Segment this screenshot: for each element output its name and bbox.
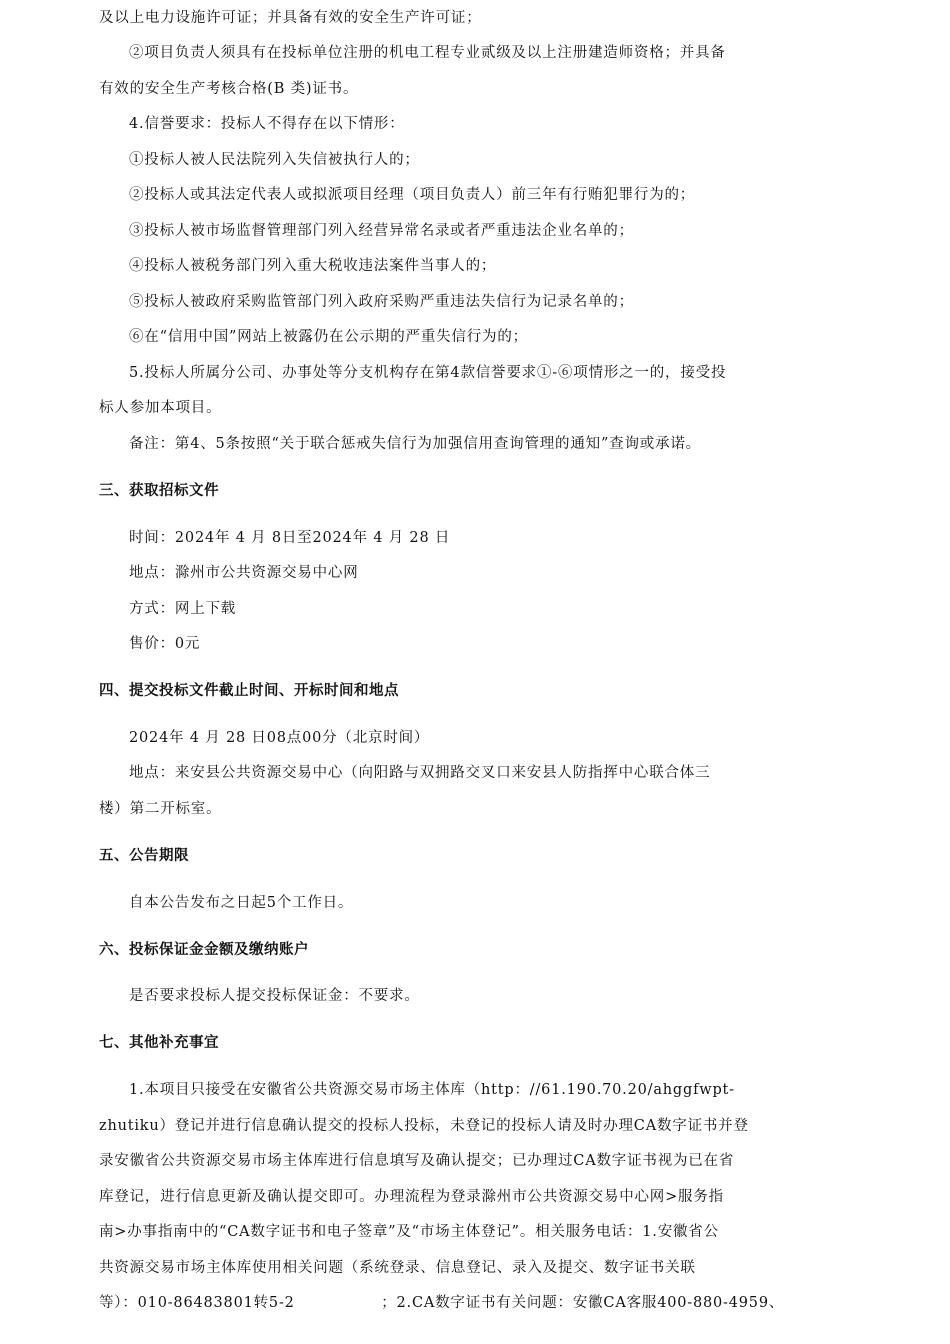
note-line: 备注：第4、5条按照“关于联合惩戒失信行为加强信用查询管理的通知”查询或承诺。 xyxy=(129,436,701,452)
paragraph-line: 有效的安全生产考核合格(B 类)证书。 xyxy=(99,81,359,97)
section-heading-5: 五、公告期限 xyxy=(99,848,189,864)
paragraph-line: ②项目负责人须具有在投标单位注册的机电工程专业贰级及以上注册建造师资格；并具备 xyxy=(129,45,726,61)
paragraph-line: 5.投标人所属分公司、办事处等分支机构存在第4款信誉要求①-⑥项情形之一的，接受投 xyxy=(129,365,727,381)
section5-text: 自本公告发布之日起5个工作日。 xyxy=(129,895,354,911)
section4-place-line: 地点：来安县公共资源交易中心（向阳路与双拥路交叉口来安县人防指挥中心联合体三 xyxy=(129,765,711,781)
paragraph-line: 及以上电力设施许可证；并具备有效的安全生产许可证； xyxy=(99,10,482,26)
paragraph-line: 1.本项目只接受在安徽省公共资源交易市场主体库（http：//61.190.70.20/ahggfwpt- xyxy=(129,1082,735,1098)
list-item: ④投标人被税务部门列入重大税收违法案件当事人的； xyxy=(129,258,497,274)
list-item: ⑥在“信用中国”网站上被露仍在公示期的严重失信行为的； xyxy=(129,329,528,345)
section3-method: 方式：网上下载 xyxy=(129,601,237,617)
section3-price: 售价：0元 xyxy=(129,636,201,652)
section4-datetime: 2024年 4 月 28 日08点00分（北京时间） xyxy=(129,730,430,746)
paragraph-line: 录安徽省公共资源交易市场主体库进行信息填写及确认提交；已办理过CA数字证书视为已在省 xyxy=(99,1153,735,1169)
section3-time: 时间：2024年 4 月 8日至2024年 4 月 28 日 xyxy=(129,530,451,546)
paragraph-line: 共资源交易市场主体库使用相关问题（系统登录、信息登记、录入及提交、数字证书关联 xyxy=(99,1260,696,1276)
paragraph-line: 等）：010-86483801转5-2 ；2.CA数字证书有关问题：安徽CA客服400-880-4959、 xyxy=(99,1295,785,1311)
paragraph-line: 南>办事指南中的“CA数字证书和电子签章”及“市场主体登记”。相关服务电话：1.安徽省公 xyxy=(99,1224,719,1240)
section-heading-4: 四、提交投标文件截止时间、开标时间和地点 xyxy=(99,683,399,699)
list-item: ⑤投标人被政府采购监管部门列入政府采购严重违法失信行为记录名单的； xyxy=(129,294,634,310)
section3-place: 地点：滁州市公共资源交易中心网 xyxy=(129,565,359,581)
section4-place-line: 楼）第二开标室。 xyxy=(99,801,222,817)
section-heading-7: 七、其他补充事宜 xyxy=(99,1035,219,1051)
paragraph-line: zhutiku）登记并进行信息确认提交的投标人投标，未登记的投标人请及时办理CA数字证书并登 xyxy=(99,1118,749,1134)
paragraph-line: 标人参加本项目。 xyxy=(99,400,222,416)
list-item: ③投标人被市场监督管理部门列入经营异常名录或者严重违法企业名单的； xyxy=(129,223,634,239)
section-heading-6: 六、投标保证金金额及缴纳账户 xyxy=(99,942,309,958)
section6-text: 是否要求投标人提交投标保证金：不要求。 xyxy=(129,988,420,1004)
paragraph-line: 4.信誉要求：投标人不得存在以下情形： xyxy=(129,116,405,132)
list-item: ②投标人或其法定代表人或拟派项目经理（项目负责人）前三年有行贿犯罪行为的； xyxy=(129,187,696,203)
paragraph-line: 库登记，进行信息更新及确认提交即可。办理流程为登录滁州市公共资源交易中心网>服务指 xyxy=(99,1189,724,1205)
section-heading-3: 三、获取招标文件 xyxy=(99,483,219,499)
list-item: ①投标人被人民法院列入失信被执行人的； xyxy=(129,152,420,168)
